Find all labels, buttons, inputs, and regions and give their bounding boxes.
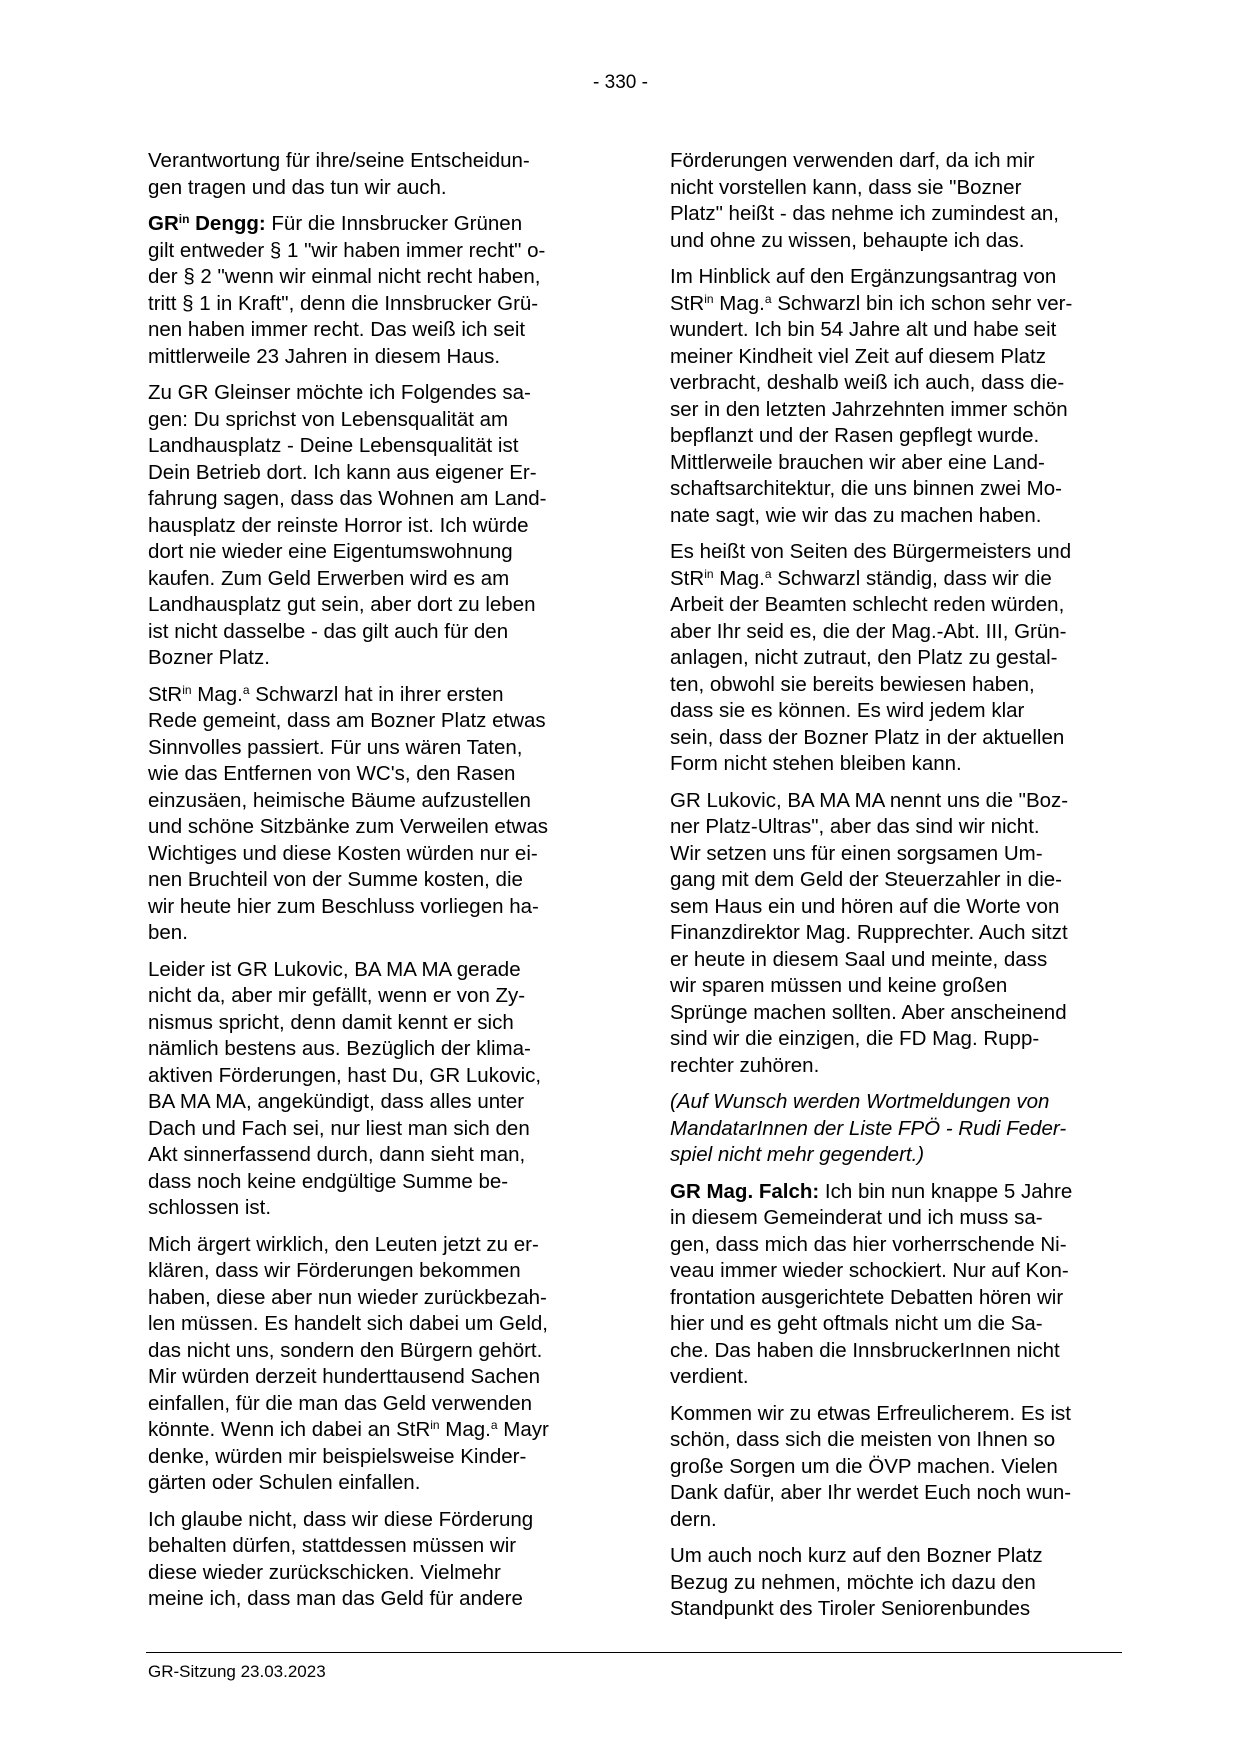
speaker-name: $GR^{in}$ Dengg: [148, 212, 266, 235]
speech-text: Ich bin nun knappe 5 Jahre in diesem Gemeinderat und ich muss sa- gen, dass mich das hier vorherrschende Ni- veau immer wieder schockiert. Nur auf Kon- frontation ausgerichtete Debatten hören wir hier und es geht oftmals nicht um die Sa- che. Das haben die InnsbruckerInnen nicht verdient. [670, 1179, 1073, 1388]
paragraph: Um auch noch kurz auf den Bozner Platz Bezug zu nehmen, möchte ich dazu den Standpunkt des Tiroler Seniorenbundes [670, 1544, 1043, 1620]
paragraph: GR Lukovic, BA MA MA nennt uns die "Boz- ner Platz-Ultras", aber das sind wir nicht. Wir setzen uns für einen sorgsamen Um- gang mit dem Geld der Steuerzahler in die- sem Haus ein und hören auf die Worte von Finanzdirektor Mag. Rupprechter. Auch sitzt er heute in diesem Saal und meinte, dass wir sparen müssen und keine großen Sprünge machen sollten. Aber anscheinend sind wir die einzigen, die FD Mag. Rupp- rechter zuhören. [670, 788, 1069, 1077]
speech-text: Für die Innsbrucker Grünen gilt entweder § 1 "wir haben immer recht" o- der § 2 "wenn wir einmal nicht recht haben, tritt § 1 in Kraft", denn die Innsbrucker Grü- nen haben immer recht. Das weiß ich seit mittlerweile 23 Jahren in diesem Haus. [148, 212, 546, 368]
paragraph: Mich ärgert wirklich, den Leuten jetzt zu er- klären, dass wir Förderungen bekommen haben, diese aber nun wieder zurückbezah- len müssen. Es handelt sich dabei um Geld, das nicht uns, sondern den Bürgern gehört. Mir würden derzeit hunderttausend Sachen einfallen, für die man das Geld verwenden könnte. Wenn ich dabei an StR$^{in}$ Mag.$^a$ Mayr denke, würden mir beispielsweise Kinder- gärten oder Schulen einfallen. [148, 1232, 549, 1494]
paragraph-falch [670, 1179, 1120, 1391]
paragraph: Zu GR Gleinser möchte ich Folgendes sa- gen: Du sprichst von Lebensqualität am Landhausplatz - Deine Lebensqualität ist Dein Betrieb dort. Ich kann aus eigener Er- fahrung sagen, dass das Wohnen am Land- hausplatz der reinste Horror ist. Ich würde dort nie wieder eine Eigentumswohnung kaufen. Zum Geld Erwerben wird es am Landhausplatz gut sein, aber dort zu leben ist nicht dasselbe - das gilt auch für den Bozner Platz. [148, 381, 547, 669]
footer-session-date: GR-Sitzung 23.03.2023 [148, 1662, 326, 1681]
paragraph: Es heißt von Seiten des Bürgermeisters und StR$^{in}$ Mag.$^a$ Schwarzl ständig, dass wir die Arbeit der Beamten schlecht reden würden, aber Ihr seid es, die der Mag.-Abt. III, Grün- anlagen, nicht zutraut, den Platz zu gestal- ten, obwohl sie bereits bewiesen haben, dass sie es können. Es wird jedem klar sein, dass der Bozner Platz in der aktuellen Form nicht stehen bleiben kann. [670, 540, 1072, 775]
page-number: - 330 - [593, 72, 648, 93]
paragraph-dengg [148, 211, 588, 370]
paragraph: Kommen wir zu etwas Erfreulicherem. Es ist schön, dass sich die meisten von Ihnen so große Sorgen um die ÖVP machen. Vielen Dank dafür, aber Ihr werdet Euch noch wun- dern. [670, 1401, 1072, 1531]
paragraph: Ich glaube nicht, dass wir diese Förderung behalten dürfen, stattdessen müssen wir diese wieder zurückschicken. Vielmehr meine ich, dass man das Geld für andere [148, 1507, 534, 1610]
right-column [670, 148, 1120, 1633]
paragraph: Leider ist GR Lukovic, BA MA MA gerade nicht da, aber mir gefällt, wenn er von Zy- nismus spricht, denn damit kennt er sich nämlich bestens aus. Bezüglich der klima- aktiven Förderungen, hast Du, GR Lukovic, BA MA MA, angekündigt, dass alles unter Dach und Fach sei, nur liest man sich den Akt sinnerfassend durch, dann sieht man, dass noch keine endgültige Summe be- schlossen ist. [148, 957, 542, 1219]
left-column [148, 148, 588, 1623]
paragraph: StR$^{in}$ Mag.$^a$ Schwarzl hat in ihrer ersten Rede gemeint, dass am Bozner Platz etwas Sinnvolles passiert. Für uns wären Taten, wie das Entfernen von WC's, den Rasen einzusäen, heimische Bäume aufzustellen und schöne Sitzbänke zum Verweilen etwas Wichtiges und diese Kosten würden nur ei- nen Bruchteil von der Summe kosten, die wir heute hier zum Beschluss vorliegen ha- ben. [148, 682, 548, 944]
footer-divider [146, 1652, 1122, 1653]
editorial-note: (Auf Wunsch werden Wortmeldungen von MandatarInnen der Liste FPÖ - Rudi Feder- spiel nicht mehr gegendert.) [670, 1090, 1067, 1166]
paragraph: Verantwortung für ihre/seine Entscheidun- gen tragen und das tun wir auch. [148, 149, 530, 199]
paragraph: Förderungen verwenden darf, da ich mir nicht vorstellen kann, dass sie "Bozner Platz" heißt - das nehme ich zumindest an, und ohne zu wissen, behaupte ich das. [670, 149, 1059, 252]
speaker-name: GR Mag. Falch: [670, 1179, 820, 1203]
paragraph: Im Hinblick auf den Ergänzungsantrag von StR$^{in}$ Mag.$^a$ Schwarzl bin ich schon sehr ver- wundert. Ich bin 54 Jahre alt und habe seit meiner Kindheit viel Zeit auf diesem Platz verbracht, deshalb weiß ich auch, dass die- ser in den letzten Jahrzehnten immer schön bepflanzt und der Rasen gepflegt wurde. Mittlerweile brauchen wir aber eine Land- schaftsarchitektur, die uns binnen zwei Mo- nate sagt, wie wir das zu machen haben. [670, 265, 1073, 527]
